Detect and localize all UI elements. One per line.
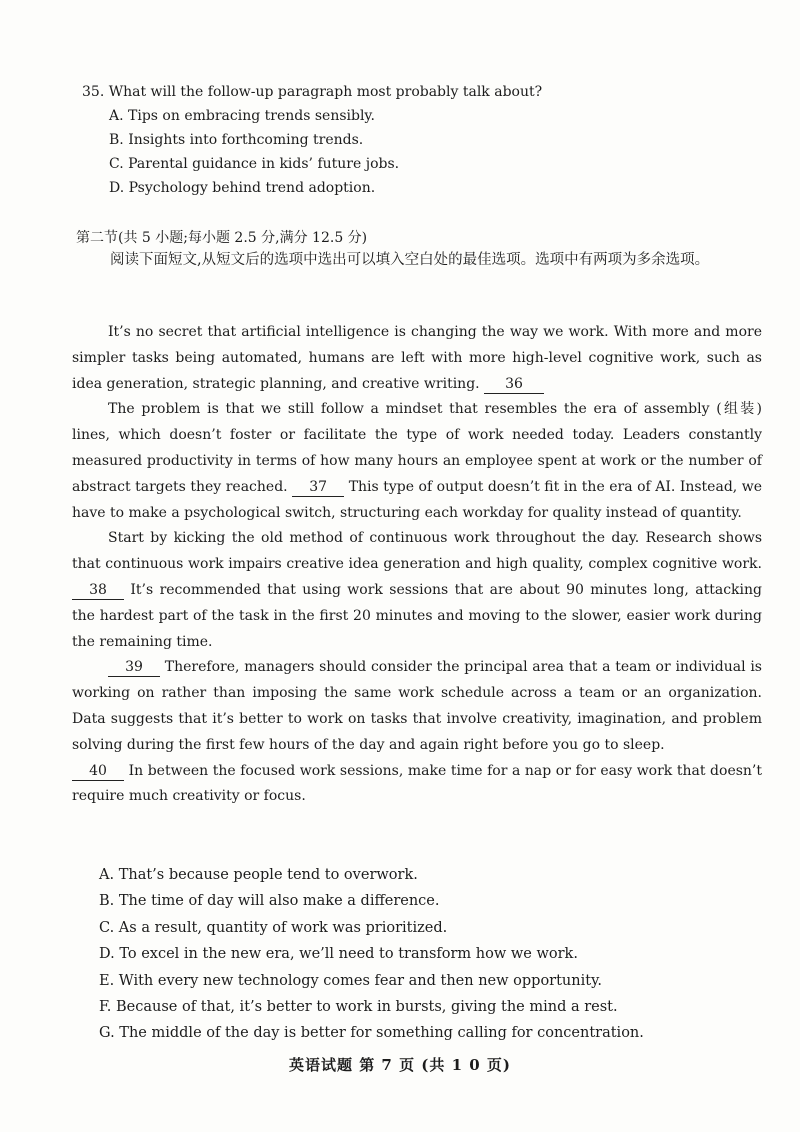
answer-option-c: C. As a result, quantity of work was prioritized. <box>99 919 448 936</box>
answer-options <box>99 862 644 1047</box>
paragraph-3-text-after: It’s recommended that using work sessions that are about 90 minutes long, attacking the hardest part of the task in the first 20 minutes and moving to the slower, easier work during the remaining time. <box>72 581 762 650</box>
section-heading: 第二节(共 5 小题;每小题 2.5 分,满分 12.5 分) <box>76 230 368 246</box>
paragraph-2-text-after: This type of output doesn’t fit in the era of AI. Instead, we have to make a psychological switch, structuring each workday for quality instead of quantity. <box>72 478 763 521</box>
blank-39: 39 <box>108 658 160 677</box>
answer-option-g: G. The middle of the day is better for something calling for concentration. <box>99 1025 644 1042</box>
question-35-option-b: B. Insights into forthcoming trends. <box>109 132 364 148</box>
paragraph-2 <box>72 397 762 526</box>
page-footer: 英语试题 第 7 页 (共 1 0 页) <box>288 1056 512 1074</box>
answer-option-d: D. To excel in the new era, we’ll need to transform how we work. <box>99 946 578 963</box>
blank-40: 40 <box>72 762 124 781</box>
answer-option-f: F. Because of that, it’s better to work in bursts, giving the mind a rest. <box>99 999 618 1016</box>
paragraph-4 <box>72 655 762 758</box>
paragraph-5-text: In between the focused work sessions, make time for a nap or for easy work that doesn’t require much creativity or focus. <box>72 762 763 805</box>
question-35-option-c: C. Parental guidance in kids’ future jobs. <box>109 156 400 172</box>
section-instruction: 阅读下面短文,从短文后的选项中选出可以填入空白处的最佳选项。选项中有两项为多余选项。 <box>110 252 710 268</box>
paragraph-1-text: It’s no secret that artificial intelligence is changing the way we work. With more and more simpler tasks being automated, humans are left with more high-level cognitive work, such as idea generation, strategic planning, and creative writing. <box>72 324 762 392</box>
blank-37: 37 <box>292 478 344 497</box>
paragraph-1 <box>72 320 762 397</box>
paragraph-3 <box>72 526 762 655</box>
cloze-passage <box>72 320 762 810</box>
answer-option-a: A. That’s because people tend to overwork. <box>99 867 418 883</box>
paragraph-5 <box>72 759 762 811</box>
answer-option-b: B. The time of day will also make a difference. <box>99 893 440 910</box>
question-35-stem: 35. What will the follow-up paragraph most probably talk about? <box>82 84 543 100</box>
paragraph-2-text-before: The problem is that we still follow a mindset that resembles the era of assembly (组装) lines, which doesn’t foster or facilitate the type of work needed today. Leaders constantly measured productivity in terms of how many hours an employee spent at work or the number of abstract targets they reached. <box>72 401 762 495</box>
answer-option-e: E. With every new technology comes fear and then new opportunity. <box>99 972 602 989</box>
paragraph-3-text-before: Start by kicking the old method of continuous work throughout the day. Research shows that continuous work impairs creative idea generation and high quality, complex cognitive work. <box>72 530 762 573</box>
paragraph-4-text: Therefore, managers should consider the principal area that a team or individual is working on rather than imposing the same work schedule across a team or an organization. Data suggests that it’s better to work on tasks that involve creativity, imagination, and problem solving during the first few hours of the day and again right before you go to sleep. <box>72 659 762 753</box>
blank-38: 38 <box>72 581 124 600</box>
question-35 <box>82 80 542 200</box>
question-35-option-a: A. Tips on embracing trends sensibly. <box>109 108 375 124</box>
question-35-option-d: D. Psychology behind trend adoption. <box>109 180 376 196</box>
blank-36: 36 <box>484 375 544 394</box>
